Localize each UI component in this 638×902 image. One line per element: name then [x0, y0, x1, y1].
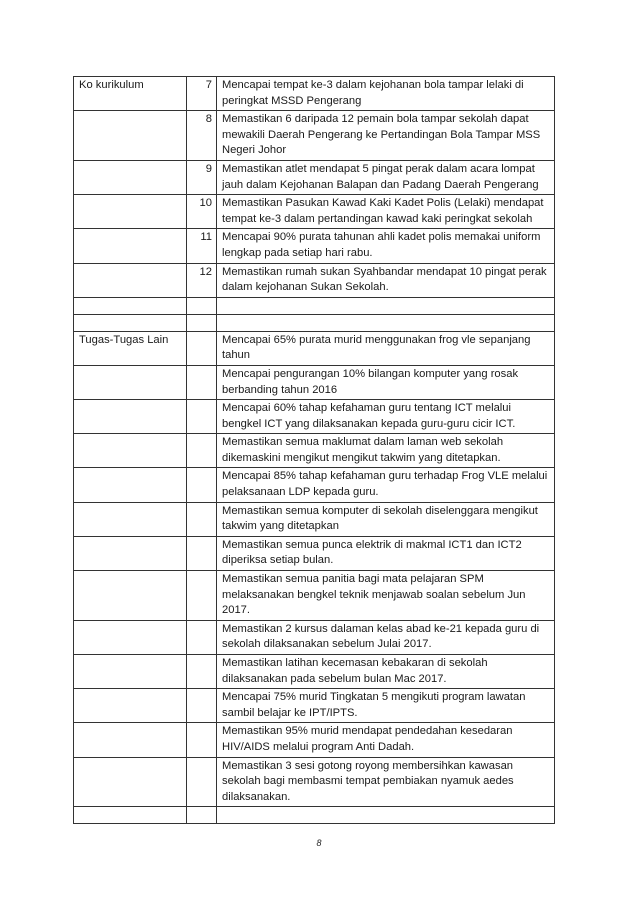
table-row [74, 723, 555, 757]
row-number: 10 [187, 195, 217, 229]
objective-text: Memastikan semua maklumat dalam laman web sekolah dikemaskini mengikut mengikut takwim yang ditetapkan. [217, 434, 555, 468]
objective-text: Memastikan rumah sukan Syahbandar mendapat 10 pingat perak dalam kejohanan Sukan Sekolah. [217, 263, 555, 297]
row-number: 7 [187, 77, 217, 111]
table-row [74, 400, 555, 434]
row-number: 11 [187, 229, 217, 263]
table-row [74, 160, 555, 194]
row-number: 12 [187, 263, 217, 297]
objective-text: Memastikan 3 sesi gotong royong membersihkan kawasan sekolah bagi membasmi tempat pembiakan nyamuk aedes dilaksanakan. [217, 757, 555, 807]
table-row [74, 77, 555, 111]
table-row [74, 111, 555, 161]
objective-text: Mencapai 60% tahap kefahaman guru tentang ICT melalui bengkel ICT yang dilaksanakan kepada guru-guru cicir ICT. [217, 400, 555, 434]
objectives-table [73, 76, 555, 824]
objective-text: Memastikan 95% murid mendapat pendedahan kesedaran HIV/AIDS melalui program Anti Dadah. [217, 723, 555, 757]
objective-text: Memastikan semua punca elektrik di makmal ICT1 dan ICT2 diperiksa setiap bulan. [217, 536, 555, 570]
table-row [74, 331, 555, 365]
objective-text: Mencapai 75% murid Tingkatan 5 mengikuti program lawatan sambil belajar ke IPT/IPTS. [217, 689, 555, 723]
objective-text: Mencapai 65% purata murid menggunakan frog vle sepanjang tahun [217, 331, 555, 365]
table-row [74, 229, 555, 263]
blank-row [74, 314, 555, 331]
table-row [74, 536, 555, 570]
table-row [74, 620, 555, 654]
objective-text: Mencapai tempat ke-3 dalam kejohanan bola tampar lelaki di peringkat MSSD Pengerang [217, 77, 555, 111]
table-row [74, 571, 555, 621]
category-cell: Tugas-Tugas Lain [74, 331, 187, 365]
category-cell-empty [74, 160, 187, 194]
category-cell-empty [74, 195, 187, 229]
objective-text: Memastikan latihan kecemasan kebakaran di sekolah dilaksanakan pada sebelum bulan Mac 2017. [217, 655, 555, 689]
objective-text: Memastikan 6 daripada 12 pemain bola tampar sekolah dapat mewakili Daerah Pengerang ke Pertandingan Bola Tampar MSS Negeri Johor [217, 111, 555, 161]
objective-text: Mencapai pengurangan 10% bilangan komputer yang rosak berbanding tahun 2016 [217, 365, 555, 399]
category-cell-empty [74, 263, 187, 297]
category-cell-empty [74, 229, 187, 263]
table-row [74, 655, 555, 689]
blank-row [74, 807, 555, 824]
objective-text: Memastikan semua komputer di sekolah diselenggara mengikut takwim yang ditetapkan [217, 502, 555, 536]
table-row [74, 263, 555, 297]
table-row [74, 195, 555, 229]
objective-text: Memastikan atlet mendapat 5 pingat perak dalam acara lompat jauh dalam Kejohanan Balapan dan Padang Daerah Pengerang [217, 160, 555, 194]
page-number: 8 [316, 838, 322, 848]
category-cell-empty [74, 111, 187, 161]
row-number: 9 [187, 160, 217, 194]
objective-text: Memastikan semua panitia bagi mata pelajaran SPM melaksanakan bengkel teknik menjawab soalan sebelum Jun 2017. [217, 571, 555, 621]
blank-row [74, 297, 555, 314]
objective-text: Mencapai 85% tahap kefahaman guru terhadap Frog VLE melalui pelaksanaan LDP kepada guru. [217, 468, 555, 502]
row-number: 8 [187, 111, 217, 161]
table-row [74, 468, 555, 502]
row-number-empty [187, 331, 217, 365]
table-row [74, 502, 555, 536]
category-cell: Ko kurikulum [74, 77, 187, 111]
objective-text: Mencapai 90% purata tahunan ahli kadet polis memakai uniform lengkap pada setiap hari rabu. [217, 229, 555, 263]
objective-text: Memastikan 2 kursus dalaman kelas abad ke-21 kepada guru di sekolah dilaksanakan sebelum Julai 2017. [217, 620, 555, 654]
table-row [74, 689, 555, 723]
table-row [74, 434, 555, 468]
table-row [74, 365, 555, 399]
table-row [74, 757, 555, 807]
objective-text: Memastikan Pasukan Kawad Kaki Kadet Polis (Lelaki) mendapat tempat ke-3 dalam pertandingan kawad kaki peringkat sekolah [217, 195, 555, 229]
